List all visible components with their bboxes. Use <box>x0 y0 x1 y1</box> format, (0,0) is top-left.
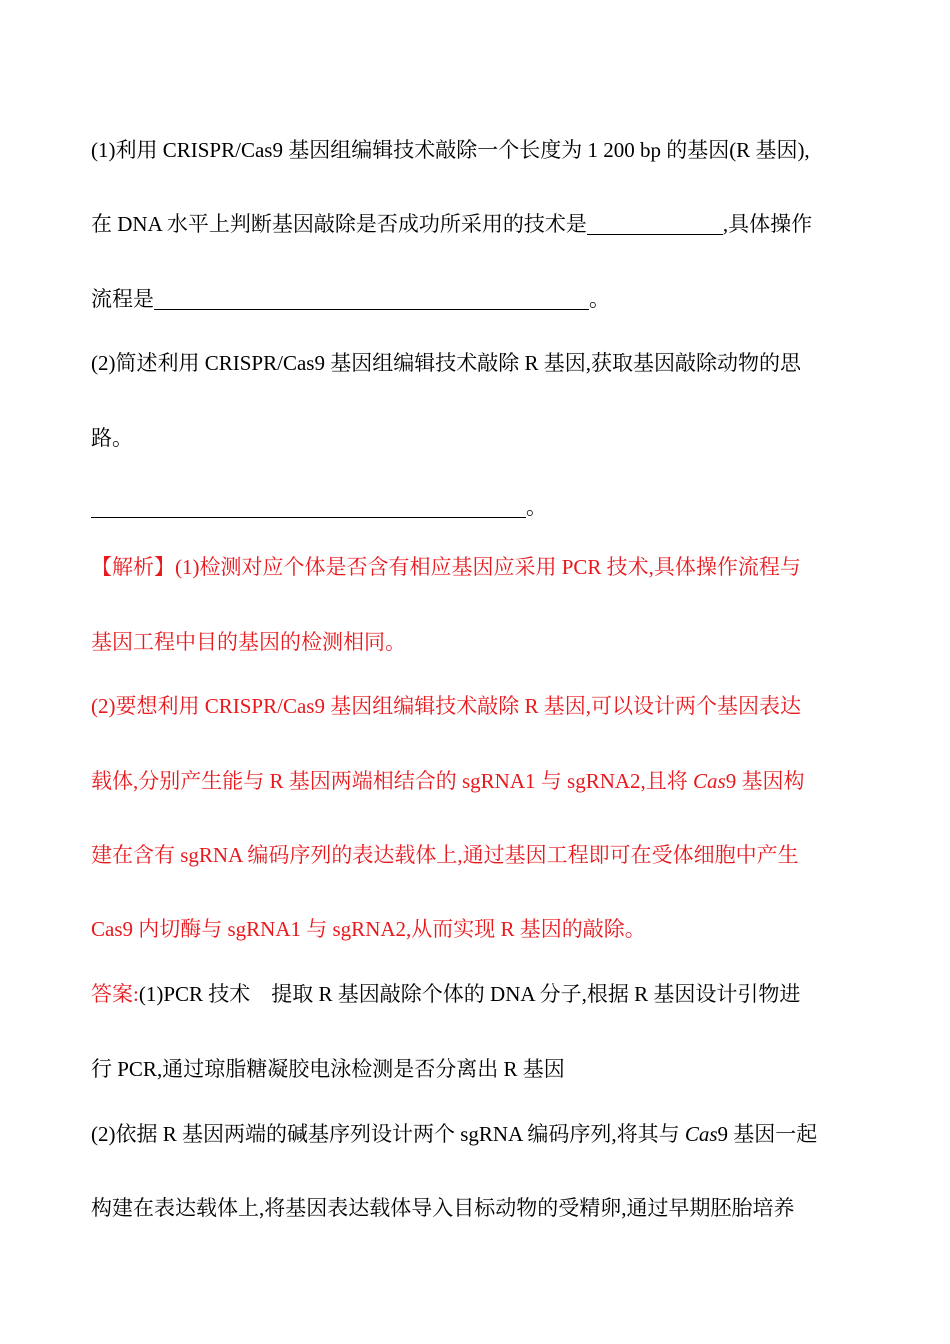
answer-a2-line1 <box>91 1119 859 1149</box>
analysis-label: 【解析】 <box>91 555 175 579</box>
q1-line3-end: 。 <box>589 287 610 311</box>
answer-a1-line2: 行 PCR,通过琼脂糖凝胶电泳检测是否分离出 R 基因 <box>91 1057 565 1081</box>
answer-blank-3[interactable] <box>91 495 526 518</box>
analysis-p2-line1: (2)要想利用 CRISPR/Cas9 基因组编辑技术敲除 R 基因,可以设计两个基因表达 <box>91 694 801 718</box>
analysis-p2-line3: 建在含有 sgRNA 编码序列的表达载体上,通过基因工程即可在受体细胞中产生 <box>91 843 799 867</box>
q1-line3-text: 流程是 <box>91 287 154 311</box>
answer-a1-line1 <box>91 979 859 1009</box>
analysis-p2-line2-b: 9 基因构 <box>725 769 805 793</box>
answer-blank-2[interactable] <box>154 287 589 310</box>
answer-blank-1[interactable] <box>587 212 723 235</box>
analysis-p2-line4: Cas9 内切酶与 sgRNA1 与 sgRNA2,从而实现 R 基因的敲除。 <box>91 917 646 941</box>
q1-line1: (1)利用 CRISPR/Cas9 基因组编辑技术敲除一个长度为 1 200 bp 的基因(R 基因), <box>91 138 810 162</box>
q2-line3 <box>91 492 859 522</box>
analysis-p2-line2 <box>91 766 859 796</box>
q1-line2 <box>91 209 859 239</box>
q2-line3-end: 。 <box>526 495 547 519</box>
q1-line3 <box>91 284 859 314</box>
q2-line2: 路。 <box>91 426 133 450</box>
analysis-p2-line2-a: 载体,分别产生能与 R 基因两端相结合的 sgRNA1 与 sgRNA2,且将 <box>91 769 694 793</box>
analysis-p1-line1 <box>91 552 859 582</box>
answer-a2-line1-b: 9 基因一起 <box>717 1122 818 1146</box>
q1-line2-text: 在 DNA 水平上判断基因敲除是否成功所采用的技术是 <box>91 212 587 236</box>
answer-a2-line2: 构建在表达载体上,将基因表达载体导入目标动物的受精卵,通过早期胚胎培养 <box>91 1196 795 1220</box>
answer-label: 答案: <box>91 982 139 1006</box>
analysis-p1-line2: 基因工程中目的基因的检测相同。 <box>91 630 406 654</box>
q2-line1: (2)简述利用 CRISPR/Cas9 基因组编辑技术敲除 R 基因,获取基因敲除动物的思 <box>91 351 801 375</box>
q1-line2-tail: ,具体操作 <box>722 212 813 236</box>
answer-a1-text: (1)PCR 技术 提取 R 基因敲除个体的 DNA 分子,根据 R 基因设计引物进 <box>138 982 801 1006</box>
analysis-p1-text: (1)检测对应个体是否含有相应基因应采用 PCR 技术,具体操作流程与 <box>175 555 801 579</box>
gene-name-italic: Cas <box>693 769 726 793</box>
answer-a2-line1-a: (2)依据 R 基因两端的碱基序列设计两个 sgRNA 编码序列,将其与 <box>91 1122 685 1146</box>
gene-name-italic: Cas <box>684 1122 718 1146</box>
